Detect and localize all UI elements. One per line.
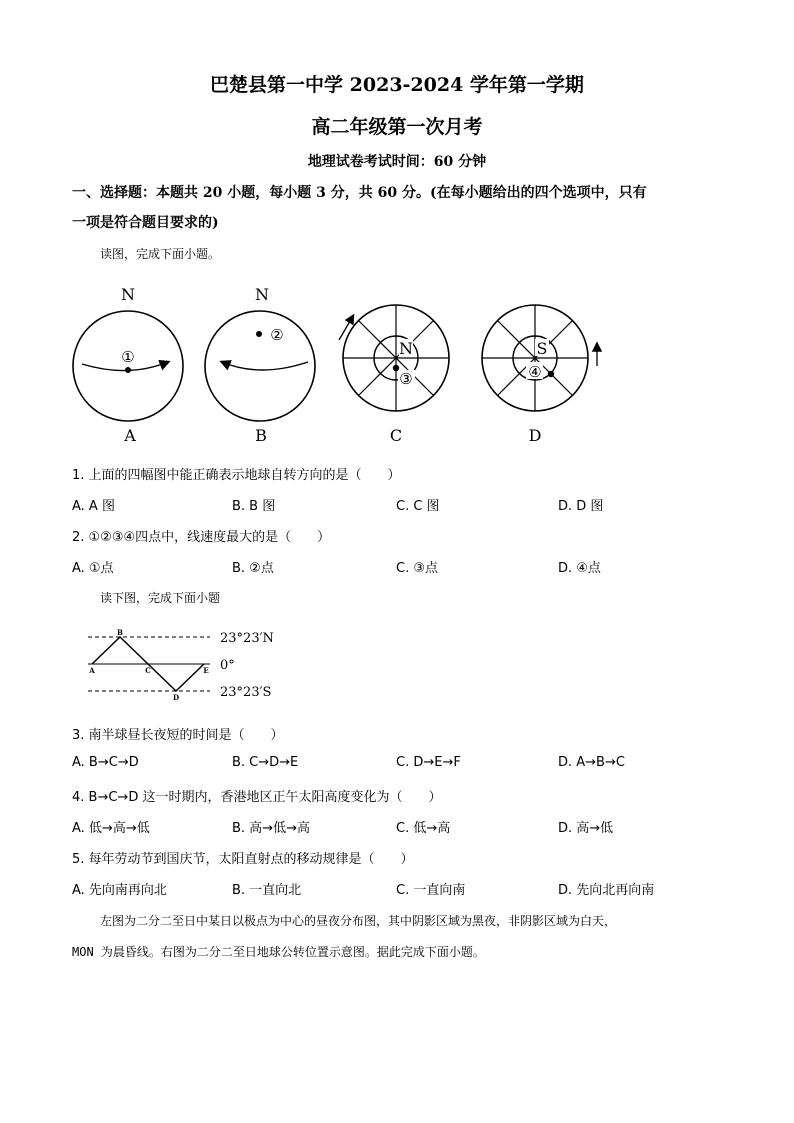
question-4-stem: 4. B→C→D 这一时期内，香港地区正午太阳高度变化为（ ） bbox=[72, 790, 442, 805]
panel-c-pole-label: N bbox=[399, 339, 413, 358]
q2-option-a: A. ①点 bbox=[72, 561, 114, 576]
q4-option-b: B. 高→低→高 bbox=[232, 821, 310, 836]
panel-d bbox=[482, 305, 597, 445]
passage-line-2: MON 为晨昏线。右图为二分二至日地球公转位置示意图。据此完成下面小题。 bbox=[72, 945, 485, 959]
q4-option-d: D. 高→低 bbox=[558, 821, 614, 836]
q4-option-a: A. 低→高→低 bbox=[72, 821, 150, 836]
exam-info: 地理试卷考试时间：60 分钟 bbox=[307, 154, 487, 170]
panel-b bbox=[205, 285, 315, 445]
q2-option-d: D. ④点 bbox=[558, 561, 601, 576]
q4-option-c: C. 低→高 bbox=[396, 821, 451, 836]
passage-line-1: 左图为二分二至日中某日以极点为中心的昼夜分布图，其中阴影区域为黑夜，非阴影区域为白天， bbox=[100, 914, 617, 928]
q5-option-b: B. 一直向北 bbox=[232, 883, 302, 898]
panel-c bbox=[339, 305, 449, 445]
q3-option-c: C. D→E→F bbox=[396, 755, 461, 770]
q1-option-c: C. C 图 bbox=[396, 499, 440, 514]
question-3-stem: 3. 南半球昼长夜短的时间是（ ） bbox=[72, 728, 284, 743]
exam-subtitle: 高二年级第一次月考 bbox=[311, 116, 483, 138]
marker-3: ③ bbox=[399, 370, 413, 388]
rotation-figure bbox=[60, 278, 620, 448]
q2-option-b: B. ②点 bbox=[232, 561, 274, 576]
point-a-label: A bbox=[89, 666, 95, 675]
marker-1: ① bbox=[121, 348, 135, 366]
q5-option-d: D. 先向北再向南 bbox=[558, 883, 655, 898]
q3-option-a: A. B→C→D bbox=[72, 755, 139, 770]
solar-migration-figure bbox=[80, 624, 320, 704]
point-c-label: C bbox=[145, 666, 151, 675]
question-2-stem: 2. ①②③④四点中，线速度最大的是（ ） bbox=[72, 530, 331, 545]
exam-title: 巴楚县第一中学 2023-2024 学年第一学期 bbox=[210, 74, 584, 96]
q3-option-b: B. C→D→E bbox=[232, 755, 299, 770]
panel-d-pole-label: S bbox=[536, 339, 548, 358]
lat-north-label: 23°23′N bbox=[220, 631, 274, 646]
panel-b-pole-label: N bbox=[255, 285, 269, 304]
q2-option-c: C. ③点 bbox=[396, 561, 438, 576]
q5-option-a: A. 先向南再向北 bbox=[72, 883, 167, 898]
point-d-label: D bbox=[172, 693, 180, 702]
question-1-stem: 1. 上面的四幅图中能正确表示地球自转方向的是（ ） bbox=[72, 468, 401, 483]
panel-a-pole-label: N bbox=[121, 285, 135, 304]
marker-4: ④ bbox=[528, 363, 542, 381]
point-b-label: B bbox=[117, 628, 123, 637]
q1-option-a: A. A 图 bbox=[72, 499, 115, 514]
q1-option-d: D. D 图 bbox=[558, 499, 604, 514]
panel-b-caption: B bbox=[255, 426, 267, 445]
section-heading-line2: 一项是符合题目要求的) bbox=[72, 215, 219, 231]
point-e-label: E bbox=[203, 666, 209, 675]
intro-text-1: 读图，完成下面小题。 bbox=[100, 247, 221, 261]
section-heading-line1: 一、选择题：本题共 20 小题，每小题 3 分，共 60 分。(在每小题给出的四个选项中，只有 bbox=[72, 185, 647, 201]
intro-text-2: 读下图，完成下面小题 bbox=[100, 591, 221, 605]
question-5-stem: 5. 每年劳动节到国庆节，太阳直射点的移动规律是（ ） bbox=[72, 852, 414, 867]
panel-d-caption: D bbox=[528, 426, 542, 445]
panel-a-caption: A bbox=[124, 426, 136, 445]
lat-equator-label: 0° bbox=[220, 658, 235, 673]
panel-a bbox=[73, 285, 183, 445]
panel-c-caption: C bbox=[389, 426, 403, 445]
lat-south-label: 23°23′S bbox=[220, 685, 272, 700]
q3-option-d: D. A→B→C bbox=[558, 755, 625, 770]
q5-option-c: C. 一直向南 bbox=[396, 883, 466, 898]
marker-2: ② bbox=[270, 326, 284, 344]
q1-option-b: B. B 图 bbox=[232, 499, 276, 514]
